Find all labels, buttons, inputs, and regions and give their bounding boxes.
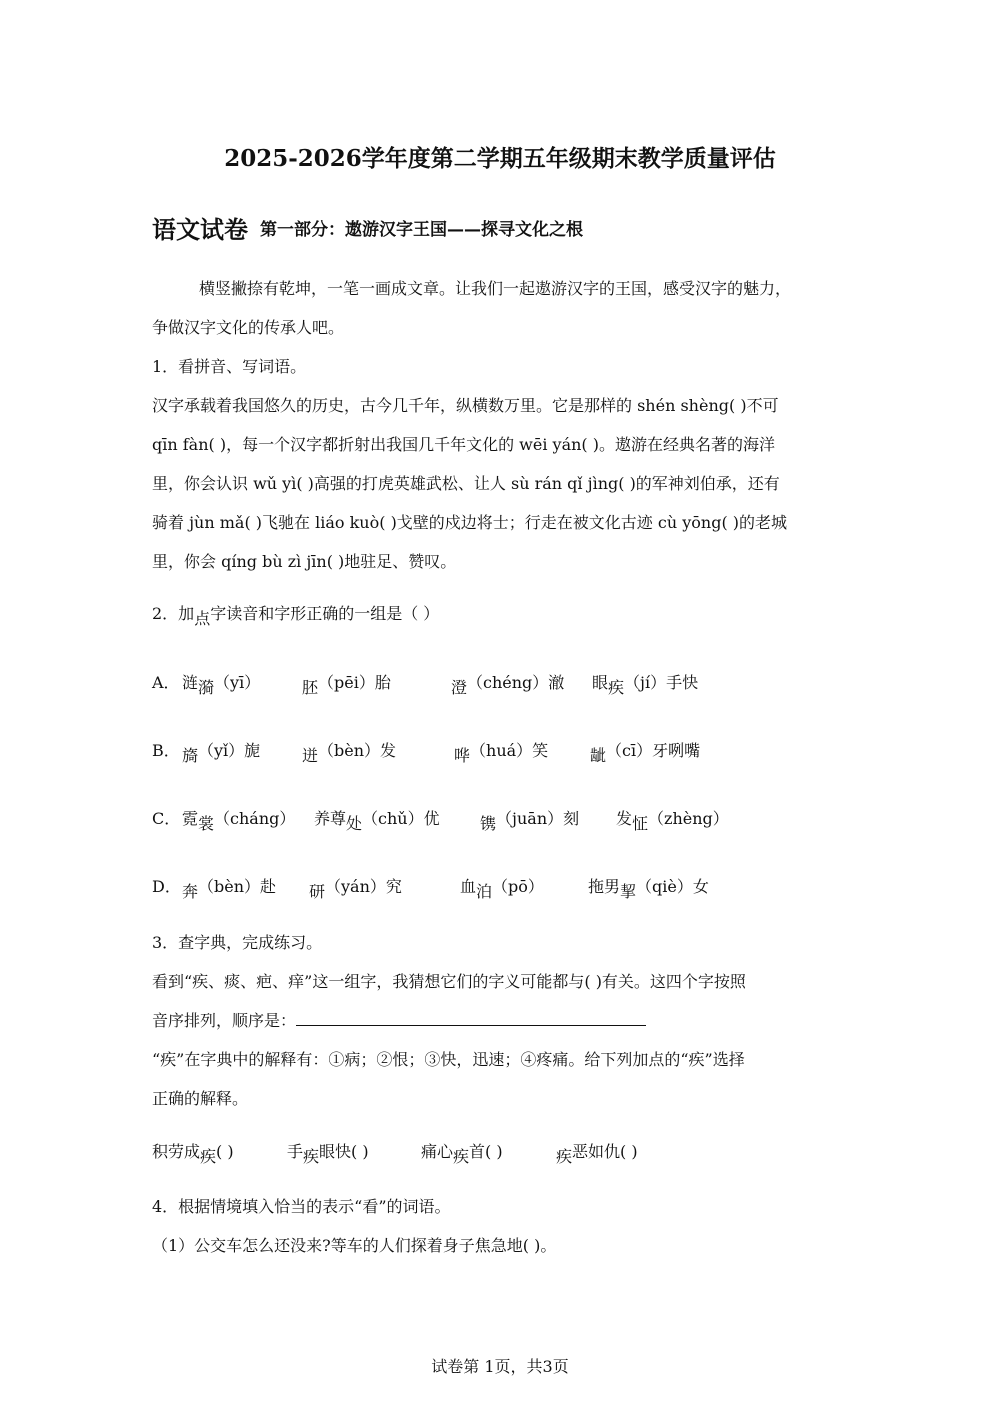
intro-line-2: 争做汉字文化的传承人吧。 [152, 318, 345, 337]
question-3-heading: 3．查字典，完成练习。 [152, 933, 323, 952]
question-3-item: 积劳成疾( ) [152, 1142, 234, 1166]
option-c-item: 养尊处（chǔ）优 [314, 809, 440, 833]
question-3-item: 痛心疾首( ) [421, 1142, 503, 1166]
option-d-item: 拖男挈（qiè）女 [588, 877, 709, 901]
option-d-label: D． [152, 877, 181, 896]
option-b-item: 龇（cī）牙咧嘴 [590, 741, 701, 765]
question-3-line: 看到“疾、痰、疤、痒”这一组字，我猜想它们的字义可能都与( )有关。这四个字按照 [152, 972, 746, 991]
option-c-item: 镌（juān）刻 [480, 809, 580, 833]
question-4-sub-1: （1）公交车怎么还没来?等车的人们探着身子焦急地( )。 [152, 1236, 557, 1255]
option-a-item: 涟漪（yī） [182, 673, 261, 697]
option-d-item: 奔（bèn）赴 [182, 877, 277, 901]
question-1-line: 里，你会 qíng bù zì jīn( )地驻足、赞叹。 [152, 552, 457, 571]
dotted-char: 点 [194, 609, 211, 628]
question-1-line: 汉字承载着我国悠久的历史，古今几千年，纵横数万里。它是那样的 shén shèng( )不可 [152, 396, 779, 415]
part-heading: 第一部分：遨游汉字王国——探寻文化之根 [260, 220, 583, 240]
option-c-label: C． [152, 809, 181, 828]
option-d-item: 研（yán）究 [309, 877, 402, 901]
option-c-item: 霓裳（cháng） [182, 809, 296, 833]
option-b-item: 迸（bèn）发 [302, 741, 397, 765]
question-3-line: 音序排列，顺序是： [152, 1011, 646, 1031]
answer-blank[interactable] [296, 1013, 646, 1026]
question-3-line: 正确的解释。 [152, 1089, 249, 1108]
page-footer: 试卷第 1页，共3页 [431, 1357, 569, 1376]
option-c-item: 发怔（zhèng） [616, 809, 729, 833]
option-d-item: 血泊（pō） [460, 877, 544, 901]
question-1-line: qīn fàn( )，每一个汉字都折射出我国几千年文化的 wēi yán( )。遨游在经典名著的海洋 [152, 435, 775, 454]
subject-heading: 语文试卷 [152, 216, 248, 244]
option-b-item: 旖（yǐ）旎 [182, 741, 261, 765]
option-b-label: B． [152, 741, 180, 760]
question-1-line: 里，你会认识 wǔ yì( )高强的打虎英雄武松、让人 sù rán qǐ jìng( )的军神刘伯承，还有 [152, 474, 780, 493]
question-2-heading: 2．加点字读音和字形正确的一组是（ ） [152, 604, 440, 628]
option-a-label: A． [152, 673, 180, 692]
option-a-item: 澄（chéng）澈 [451, 673, 565, 697]
intro-line-1: 横竖撇捺有乾坤，一笔一画成文章。让我们一起遨游汉字的王国，感受汉字的魅力， [199, 279, 792, 298]
question-3-item: 手疾眼快( ) [287, 1142, 369, 1166]
question-1-heading: 1．看拼音、写词语。 [152, 357, 307, 376]
page-title: 2025-2026学年度第二学期五年级期末教学质量评估 [224, 145, 776, 172]
question-1-line: 骑着 jùn mǎ( )飞驰在 liáo kuò( )戈壁的戍边将士；行走在被文化古迹 cù yōng( )的老城 [152, 513, 788, 532]
option-a-item: 眼疾（jí）手快 [592, 673, 699, 697]
option-b-item: 哗（huá）笑 [454, 741, 549, 765]
question-3-line: “疾”在字典中的解释有：①病；②恨；③快，迅速；④疼痛。给下列加点的“疾”选择 [152, 1050, 745, 1069]
question-4-heading: 4．根据情境填入恰当的表示“看”的词语。 [152, 1197, 451, 1216]
question-3-item: 疾恶如仇( ) [556, 1142, 638, 1166]
option-a-item: 胚（pēi）胎 [302, 673, 391, 697]
